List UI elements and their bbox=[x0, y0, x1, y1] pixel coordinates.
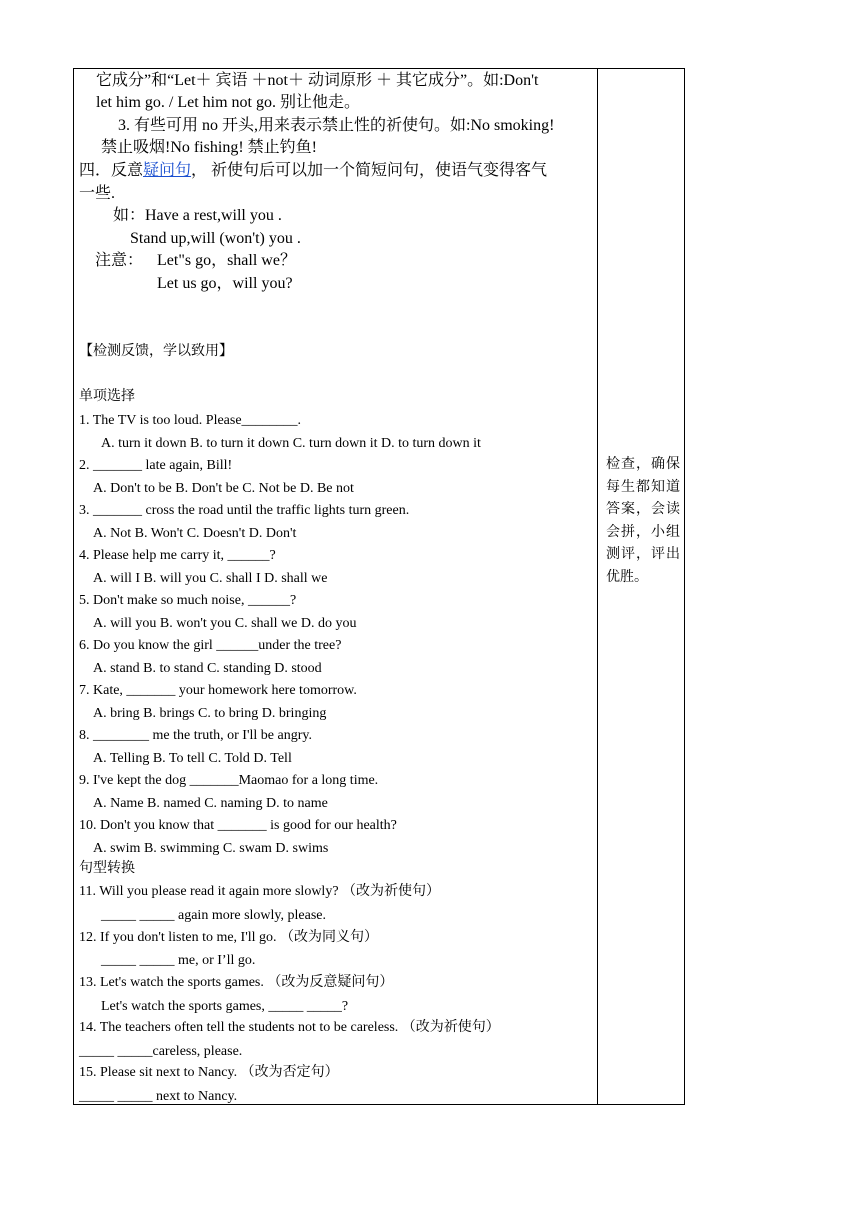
question-text: 9. I've kept the dog _______Maomao for a long time. bbox=[79, 773, 379, 788]
transform-question: 12. If you don't listen to me, I'll go. （改为同义句） bbox=[79, 930, 379, 945]
note-label: 注意： bbox=[95, 252, 144, 269]
example-2: Stand up,will (won't) you . bbox=[130, 230, 301, 247]
question-text: 8. ________ me the truth, or I'll be angry. bbox=[79, 728, 312, 743]
question-options: A. will I B. will you C. shall I D. shall we bbox=[93, 571, 328, 586]
question-options: A. bring B. brings C. to bring D. bringing bbox=[93, 706, 327, 721]
mc-heading: 单项选择 bbox=[79, 389, 135, 404]
transform-heading: 句型转换 bbox=[79, 861, 135, 876]
question-text: 4. Please help me carry it, ______? bbox=[79, 548, 276, 563]
question-options: A. Name B. named C. naming D. to name bbox=[93, 796, 328, 811]
intro-line-1: 它成分”和“Let＋ 宾语 ＋not＋ 动词原形 ＋ 其它成分”。如:Don't bbox=[96, 72, 539, 89]
question-text: 1. The TV is too loud. Please________. bbox=[79, 413, 302, 428]
intro-line-4: 禁止吸烟!No fishing! 禁止钓鱼! bbox=[101, 139, 317, 156]
transform-question: 11. Will you please read it again more slowly? （改为祈使句） bbox=[79, 884, 441, 899]
transform-question: 14. The teachers often tell the students not to be careless. （改为祈使句） bbox=[79, 1020, 500, 1035]
question-options: A. stand B. to stand C. standing D. stood bbox=[93, 661, 322, 676]
question-options: A. Telling B. To tell C. Told D. Tell bbox=[93, 751, 292, 766]
section4-cont: 一些. bbox=[79, 185, 116, 202]
transform-answer: _____ _____careless, please. bbox=[79, 1044, 243, 1059]
example-1: 如：Have a rest,will you . bbox=[113, 207, 282, 224]
teacher-note: 检查，确保每生都知道答案，会读会拼，小组测评，评出优胜。 bbox=[606, 457, 680, 585]
question-options: A. Not B. Won't C. Doesn't D. Don't bbox=[93, 526, 297, 541]
question-text: 6. Do you know the girl ______under the tree? bbox=[79, 638, 342, 653]
question-link[interactable]: 疑问句 bbox=[143, 162, 192, 179]
feedback-heading: 【检测反馈，学以致用】 bbox=[79, 344, 233, 359]
question-text: 5. Don't make so much noise, ______? bbox=[79, 593, 297, 608]
note-2: Let us go，will you? bbox=[157, 275, 293, 292]
section4-suffix: ， 祈使句后可以加一个简短问句，使语气变得客气 bbox=[191, 162, 548, 179]
section4-line bbox=[79, 161, 547, 181]
intro-line-2: let him go. / Let him not go. 别让他走。 bbox=[96, 94, 360, 111]
question-options: A. will you B. won't you C. shall we D. do you bbox=[93, 616, 357, 631]
question-options: A. turn it down B. to turn it down C. turn down it D. to turn down it bbox=[101, 436, 481, 451]
transform-answer: Let's watch the sports games, _____ _____? bbox=[101, 999, 349, 1014]
transform-answer: _____ _____ again more slowly, please. bbox=[101, 908, 326, 923]
question-options: A. swim B. swimming C. swam D. swims bbox=[93, 841, 329, 856]
question-options: A. Don't to be B. Don't be C. Not be D. Be not bbox=[93, 481, 354, 496]
question-text: 2. _______ late again, Bill! bbox=[79, 458, 233, 473]
question-text: 10. Don't you know that _______ is good for our health? bbox=[79, 818, 397, 833]
column-divider bbox=[597, 68, 598, 1105]
transform-question: 13. Let's watch the sports games. （改为反意疑问句） bbox=[79, 975, 394, 990]
transform-answer: _____ _____ next to Nancy. bbox=[79, 1089, 238, 1104]
question-text: 3. _______ cross the road until the traffic lights turn green. bbox=[79, 503, 410, 518]
section4-prefix: 四．反意 bbox=[79, 162, 144, 179]
question-text: 7. Kate, _______ your homework here tomorrow. bbox=[79, 683, 357, 698]
note-1: Let"s go，shall we？ bbox=[157, 252, 296, 269]
intro-line-3: 3. 有些可用 no 开头,用来表示禁止性的祈使句。如:No smoking! bbox=[118, 117, 555, 134]
transform-question: 15. Please sit next to Nancy. （改为否定句） bbox=[79, 1065, 339, 1080]
transform-answer: _____ _____ me, or I’ll go. bbox=[101, 953, 256, 968]
